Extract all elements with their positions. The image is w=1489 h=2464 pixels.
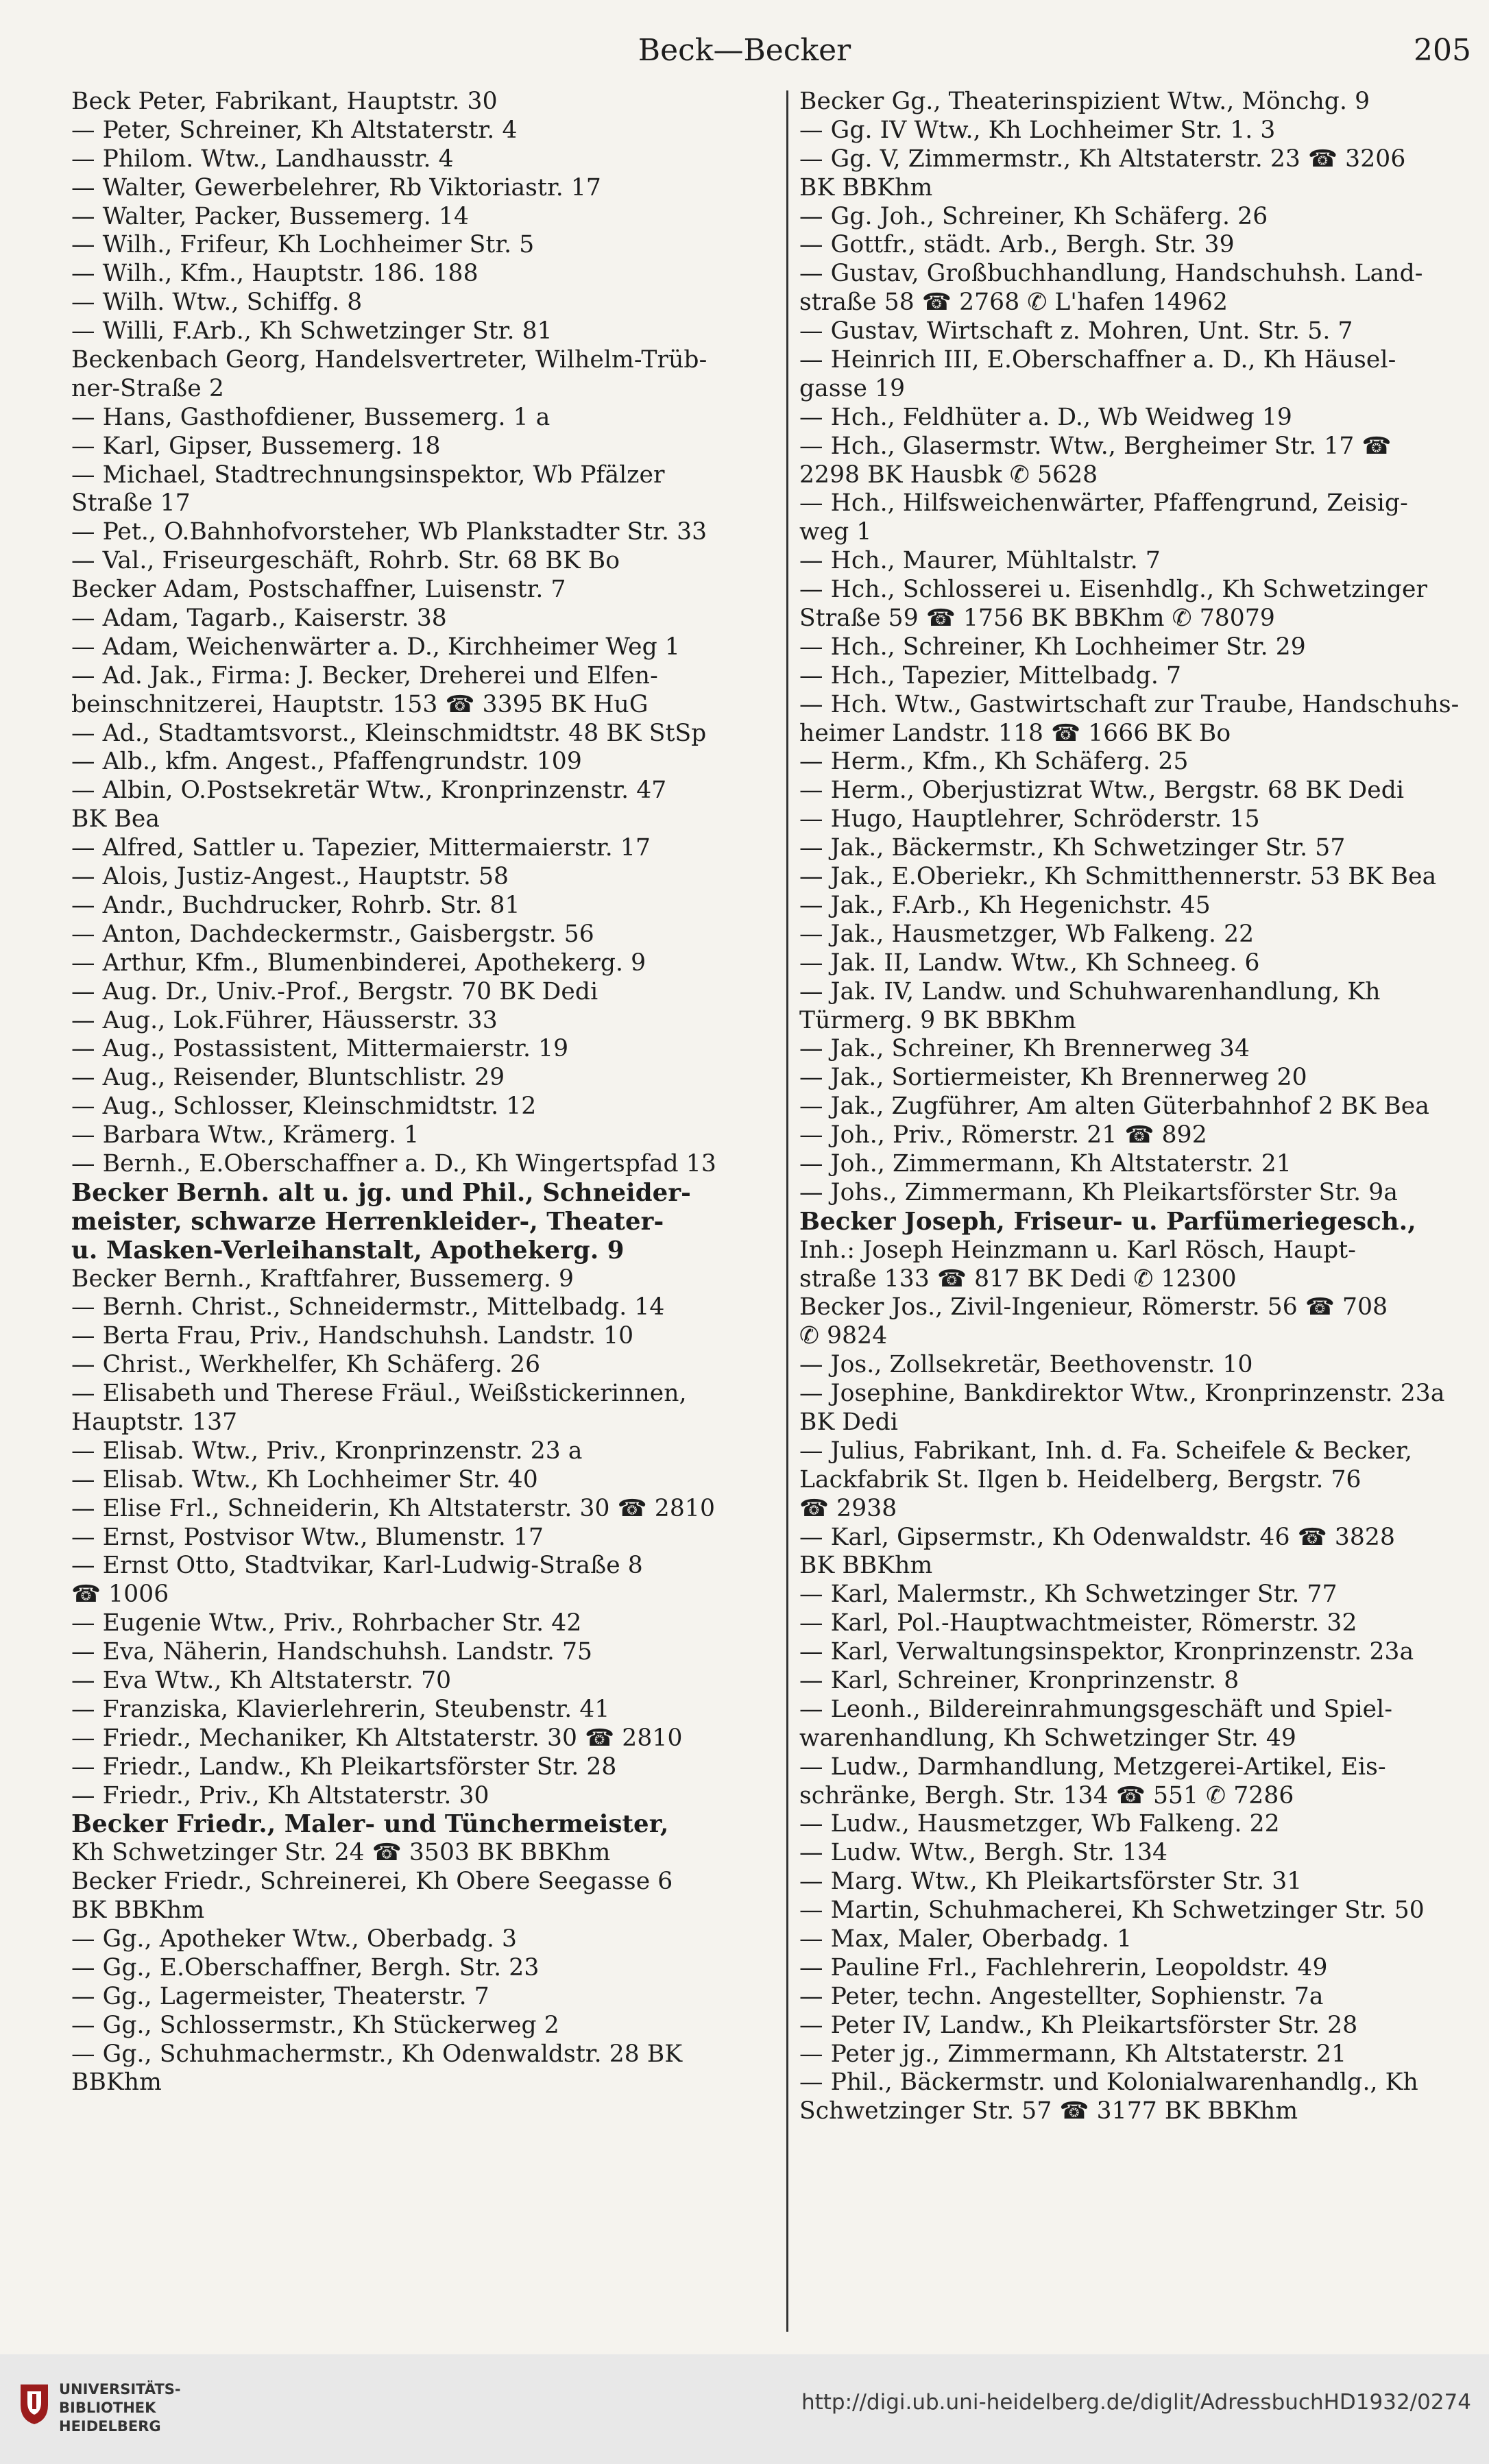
directory-entry-line: — Friedr., Priv., Kh Altstaterstr. 30 [71, 1781, 489, 1809]
directory-entry-line: — Wilh., Kfm., Hauptstr. 186. 188 [71, 260, 479, 288]
directory-entry-line: — Johs., Zimmermann, Kh Pleikartsförster Str. 9a [799, 1178, 1399, 1206]
directory-entry-line: weg 1 [799, 518, 872, 546]
directory-entry-line: BK BBKhm [799, 1552, 933, 1580]
directory-entry-line: — Karl, Verwaltungsinspektor, Kronprinzenstr. 23a [799, 1638, 1414, 1666]
footer-bar [0, 2354, 1489, 2464]
directory-entry-line: — Hch., Schlosserei u. Eisenhdlg., Kh Schwetzinger [799, 576, 1428, 604]
directory-entry-line: — Anton, Dachdeckermstr., Gaisbergstr. 56 [71, 920, 594, 948]
directory-entry-line: — Elisab. Wtw., Priv., Kronprinzenstr. 23 a [71, 1437, 583, 1465]
directory-entry-line: — Hugo, Hauptlehrer, Schröderstr. 15 [799, 805, 1260, 833]
directory-entry-line: — Karl, Pol.-Hauptwachtmeister, Römerstr. 32 [799, 1609, 1357, 1637]
library-name-line: HEIDELBERG [59, 2418, 161, 2435]
directory-entry-line: — Pauline Frl., Fachlehrerin, Leopoldstr. 49 [799, 1953, 1328, 1981]
directory-entry-line: Straße 17 [71, 489, 191, 517]
directory-entry-line: Hauptstr. 137 [71, 1408, 238, 1436]
directory-entry-line: — Gg. V, Zimmermstr., Kh Altstaterstr. 23 ☎ 3206 [799, 145, 1406, 173]
directory-entry-line: — Michael, Stadtrechnungsinspektor, Wb Pfälzer [71, 461, 665, 489]
directory-entry-line: — Gustav, Großbuchhandlung, Handschuhsh. Land- [799, 260, 1423, 288]
directory-entry-line: — Friedr., Mechaniker, Kh Altstaterstr. 30 ☎ 2810 [71, 1724, 683, 1752]
directory-entry-line: — Hans, Gasthofdiener, Bussemerg. 1 a [71, 403, 550, 431]
directory-entry-line: — Jak., Hausmetzger, Wb Falkeng. 22 [799, 920, 1255, 948]
directory-entry-line: — Jak., Sortiermeister, Kh Brennerweg 20 [799, 1064, 1307, 1092]
directory-entry-line: Becker Gg., Theaterinspizient Wtw., Mönchg. 9 [799, 88, 1370, 115]
directory-entry-line: straße 58 ☎ 2768 ✆ L'hafen 14962 [799, 289, 1228, 317]
directory-entry-line: — Jak., Zugführer, Am alten Güterbahnhof 2 BK Bea [799, 1093, 1429, 1121]
directory-entry-line: — Philom. Wtw., Landhausstr. 4 [71, 145, 454, 173]
directory-entry-line: Inh.: Joseph Heinzmann u. Karl Rösch, Haupt- [799, 1236, 1357, 1264]
directory-entry-line: — Ludw., Darmhandlung, Metzgerei-Artikel, Eis- [799, 1753, 1386, 1781]
directory-entry-line: — Gg., E.Oberschaffner, Bergh. Str. 23 [71, 1953, 540, 1981]
directory-entry-line: — Berta Frau, Priv., Handschuhsh. Landstr. 10 [71, 1322, 634, 1350]
directory-entry-line: — Alfred, Sattler u. Tapezier, Mittermaierstr. 17 [71, 834, 651, 862]
directory-entry-line: — Peter IV, Landw., Kh Pleikartsförster Str. 28 [799, 2011, 1358, 2039]
directory-entry-line: meister, schwarze Herrenkleider-, Theater- [71, 1207, 664, 1236]
library-name-line: BIBLIOTHEK [59, 2400, 156, 2416]
directory-entry-line: — Marg. Wtw., Kh Pleikartsförster Str. 31 [799, 1868, 1303, 1896]
directory-entry-line: BBKhm [71, 2069, 162, 2097]
directory-entry-line: — Karl, Malermstr., Kh Schwetzinger Str. 77 [799, 1581, 1337, 1609]
directory-entry-line: — Julius, Fabrikant, Inh. d. Fa. Scheifele & Becker, [799, 1437, 1413, 1465]
directory-entry-line: — Karl, Gipser, Bussemerg. 18 [71, 432, 441, 460]
page-running-title: Beck—Becker [638, 33, 851, 68]
directory-entry-line: — Elisabeth und Therese Fräul., Weißstickerinnen, [71, 1380, 687, 1408]
source-url[interactable]: http://digi.ub.uni-heidelberg.de/diglit/AdressbuchHD1932/0274 [801, 2390, 1471, 2415]
directory-entry-line: — Phil., Bäckermstr. und Kolonialwarenhandlg., Kh [799, 2069, 1418, 2097]
directory-entry-line: — Jak., Schreiner, Kh Brennerweg 34 [799, 1035, 1250, 1063]
library-name-line: UNIVERSITÄTS- [59, 2381, 181, 2398]
directory-entry-line: — Jak. II, Landw. Wtw., Kh Schneeg. 6 [799, 949, 1260, 977]
directory-entry-line: schränke, Bergh. Str. 134 ☎ 551 ✆ 7286 [799, 1781, 1294, 1809]
directory-entry-line: ner-Straße 2 [71, 374, 224, 402]
directory-entry-line: — Aug., Postassistent, Mittermaierstr. 19 [71, 1035, 569, 1063]
directory-entry-line: u. Masken-Verleihanstalt, Apothekerg. 9 [71, 1236, 625, 1265]
directory-entry-line: — Ernst Otto, Stadtvikar, Karl-Ludwig-Straße 8 [71, 1552, 643, 1580]
directory-entry-line: — Herm., Kfm., Kh Schäferg. 25 [799, 748, 1189, 776]
directory-entry-line: — Joh., Priv., Römerstr. 21 ☎ 892 [799, 1121, 1207, 1149]
directory-entry-line: — Gg., Schlossermstr., Kh Stückerweg 2 [71, 2011, 559, 2039]
directory-entry-line: — Max, Maler, Oberbadg. 1 [799, 1925, 1133, 1953]
directory-entry-line: 2298 BK Hausbk ✆ 5628 [799, 461, 1098, 489]
directory-entry-line: Becker Adam, Postschaffner, Luisenstr. 7 [71, 576, 566, 604]
directory-entry-line: — Hch., Schreiner, Kh Lochheimer Str. 29 [799, 633, 1306, 661]
directory-entry-line: Straße 59 ☎ 1756 BK BBKhm ✆ 78079 [799, 605, 1275, 633]
directory-entry-line: — Wilh. Wtw., Schiffg. 8 [71, 289, 363, 317]
directory-entry-line: — Ernst, Postvisor Wtw., Blumenstr. 17 [71, 1523, 544, 1551]
directory-entry-line: Kh Schwetzinger Str. 24 ☎ 3503 BK BBKhm [71, 1839, 611, 1867]
directory-entry-line: — Josephine, Bankdirektor Wtw., Kronprinzenstr. 23a [799, 1380, 1445, 1408]
directory-entry-line: BK BBKhm [71, 1896, 205, 1925]
directory-entry-line: — Ad., Stadtamtsvorst., Kleinschmidtstr. 48 BK StSp [71, 719, 707, 747]
directory-entry-line: Schwetzinger Str. 57 ☎ 3177 BK BBKhm [799, 2097, 1298, 2125]
directory-entry-line: — Bernh. Christ., Schneidermstr., Mittelbadg. 14 [71, 1293, 665, 1321]
directory-entry-line: — Gg. IV Wtw., Kh Lochheimer Str. 1. 3 [799, 116, 1276, 144]
directory-entry-line: — Aug., Lok.Führer, Häusserstr. 33 [71, 1006, 498, 1034]
directory-entry-line: — Gg., Schuhmachermstr., Kh Odenwaldstr. 28 BK [71, 2040, 683, 2068]
directory-entry-line: — Hch., Glasermstr. Wtw., Bergheimer Str. 17 ☎ [799, 432, 1392, 460]
right-column [799, 88, 1485, 2315]
directory-entry-line: Becker Bernh., Kraftfahrer, Bussemerg. 9 [71, 1265, 574, 1293]
directory-entry-line: BK BBKhm [799, 173, 933, 202]
directory-entry-line: — Martin, Schuhmacherei, Kh Schwetzinger Str. 50 [799, 1896, 1425, 1925]
directory-entry-line: — Herm., Oberjustizrat Wtw., Bergstr. 68 BK Dedi [799, 777, 1405, 805]
directory-entry-line: BK Dedi [799, 1408, 898, 1436]
directory-entry-line: — Barbara Wtw., Krämerg. 1 [71, 1121, 420, 1149]
directory-entry-line: — Hch. Wtw., Gastwirtschaft zur Traube, Handschuhs- [799, 690, 1460, 718]
directory-entry-line: — Arthur, Kfm., Blumenbinderei, Apothekerg. 9 [71, 949, 646, 977]
directory-entry-line: — Bernh., E.Oberschaffner a. D., Kh Wingertspfad 13 [71, 1149, 716, 1178]
directory-entry-line: — Eugenie Wtw., Priv., Rohrbacher Str. 42 [71, 1609, 582, 1637]
directory-entry-line: — Gg., Apotheker Wtw., Oberbadg. 3 [71, 1925, 518, 1953]
directory-entry-line: ☎ 1006 [71, 1581, 169, 1609]
directory-entry-line: — Jak., E.Oberiekr., Kh Schmitthennerstr. 53 BK Bea [799, 863, 1437, 891]
directory-entry-line: Türmerg. 9 BK BBKhm [799, 1006, 1076, 1034]
directory-entry-line: — Hch., Hilfsweichenwärter, Pfaffengrund, Zeisig- [799, 489, 1408, 517]
directory-entry-line: heimer Landstr. 118 ☎ 1666 BK Bo [799, 719, 1231, 747]
directory-entry-line: — Gottfr., städt. Arb., Bergh. Str. 39 [799, 231, 1235, 259]
directory-entry-line: — Jak., F.Arb., Kh Hegenichstr. 45 [799, 891, 1211, 919]
directory-entry-line: — Gustav, Wirtschaft z. Mohren, Unt. Str. 5. 7 [799, 317, 1353, 345]
directory-entry-line: — Ludw., Hausmetzger, Wb Falkeng. 22 [799, 1810, 1280, 1838]
column-divider [786, 90, 788, 2332]
page-number: 205 [1414, 33, 1471, 68]
directory-entry-line: — Val., Friseurgeschäft, Rohrb. Str. 68 BK Bo [71, 547, 620, 575]
directory-entry-line: — Karl, Schreiner, Kronprinzenstr. 8 [799, 1666, 1239, 1694]
directory-entry-line: — Christ., Werkhelfer, Kh Schäferg. 26 [71, 1351, 541, 1379]
directory-entry-line: — Wilh., Frifeur, Kh Lochheimer Str. 5 [71, 231, 535, 259]
directory-entry-line: — Aug., Reisender, Bluntschlistr. 29 [71, 1064, 505, 1092]
directory-entry-line: — Jak., Bäckermstr., Kh Schwetzinger Str. 57 [799, 834, 1346, 862]
directory-entry-line: — Franziska, Klavierlehrerin, Steubenstr. 41 [71, 1695, 610, 1723]
directory-entry-line: — Jos., Zollsekretär, Beethovenstr. 10 [799, 1351, 1253, 1379]
directory-entry-line: Becker Friedr., Maler- und Tünchermeister, [71, 1810, 669, 1839]
directory-entry-line: — Peter jg., Zimmermann, Kh Altstaterstr. 21 [799, 2040, 1347, 2068]
directory-entry-line: Becker Joseph, Friseur- u. Parfümeriegesch., [799, 1207, 1416, 1236]
directory-entry-line: — Aug. Dr., Univ.-Prof., Bergstr. 70 BK Dedi [71, 977, 598, 1005]
directory-entry-line: — Elisab. Wtw., Kh Lochheimer Str. 40 [71, 1465, 538, 1493]
directory-entry-line: Becker Bernh. alt u. jg. und Phil., Schneider- [71, 1178, 691, 1207]
university-library-logo-icon [18, 2382, 51, 2427]
directory-entry-line: — Walter, Packer, Bussemerg. 14 [71, 202, 469, 230]
directory-entry-line: — Eva, Näherin, Handschuhsh. Landstr. 75 [71, 1638, 593, 1666]
directory-entry-line: — Adam, Tagarb., Kaiserstr. 38 [71, 605, 447, 633]
directory-entry-line: — Hch., Maurer, Mühltalstr. 7 [799, 547, 1161, 575]
directory-entry-line: — Jak. IV, Landw. und Schuhwarenhandlung, Kh [799, 977, 1381, 1005]
directory-entry-line: — Joh., Zimmermann, Kh Altstaterstr. 21 [799, 1149, 1292, 1178]
directory-entry-line: — Adam, Weichenwärter a. D., Kirchheimer Weg 1 [71, 633, 680, 661]
directory-entry-line: — Heinrich III, E.Oberschaffner a. D., Kh Häusel- [799, 346, 1396, 374]
directory-entry-line: — Karl, Gipsermstr., Kh Odenwaldstr. 46 ☎ 3828 [799, 1523, 1396, 1551]
directory-entry-line: beinschnitzerei, Hauptstr. 153 ☎ 3395 BK HuG [71, 690, 649, 718]
directory-entry-line: — Albin, O.Postsekretär Wtw., Kronprinzenstr. 47 [71, 777, 667, 805]
directory-entry-line: — Gg., Lagermeister, Theaterstr. 7 [71, 1982, 489, 2010]
directory-entry-line: — Eva Wtw., Kh Altstaterstr. 70 [71, 1666, 452, 1694]
directory-entry-line: — Hch., Tapezier, Mittelbadg. 7 [799, 661, 1182, 690]
directory-entry-line: — Andr., Buchdrucker, Rohrb. Str. 81 [71, 891, 520, 919]
library-name [59, 2380, 306, 2436]
directory-entry-line: straße 133 ☎ 817 BK Dedi ✆ 12300 [799, 1265, 1237, 1293]
directory-entry-line: — Alb., kfm. Angest., Pfaffengrundstr. 109 [71, 748, 582, 776]
directory-entry-line: gasse 19 [799, 374, 906, 402]
directory-entry-line: Becker Jos., Zivil-Ingenieur, Römerstr. 56 ☎ 708 [799, 1293, 1388, 1321]
directory-entry-line: Beck Peter, Fabrikant, Hauptstr. 30 [71, 88, 498, 115]
directory-entry-line: BK Bea [71, 805, 160, 833]
directory-entry-line: — Elise Frl., Schneiderin, Kh Altstaterstr. 30 ☎ 2810 [71, 1494, 715, 1522]
directory-entry-line: — Peter, Schreiner, Kh Altstaterstr. 4 [71, 116, 518, 144]
directory-entry-line: — Ad. Jak., Firma: J. Becker, Dreherei und Elfen- [71, 661, 658, 690]
directory-entry-line: — Gg. Joh., Schreiner, Kh Schäferg. 26 [799, 202, 1268, 230]
directory-entry-line: — Ludw. Wtw., Bergh. Str. 134 [799, 1839, 1168, 1867]
directory-entry-line: — Walter, Gewerbelehrer, Rb Viktoriastr. 17 [71, 173, 601, 202]
directory-entry-line: — Willi, F.Arb., Kh Schwetzinger Str. 81 [71, 317, 553, 345]
directory-entry-line: — Leonh., Bildereinrahmungsgeschäft und Spiel- [799, 1695, 1393, 1723]
directory-entry-line: — Hch., Feldhüter a. D., Wb Weidweg 19 [799, 403, 1292, 431]
directory-entry-line: — Friedr., Landw., Kh Pleikartsförster Str. 28 [71, 1753, 617, 1781]
directory-entry-line: warenhandlung, Kh Schwetzinger Str. 49 [799, 1724, 1296, 1752]
directory-entry-line: — Pet., O.Bahnhofvorsteher, Wb Plankstadter Str. 33 [71, 518, 707, 546]
directory-entry-line: Lackfabrik St. Ilgen b. Heidelberg, Bergstr. 76 [799, 1465, 1361, 1493]
directory-entry-line: Becker Friedr., Schreinerei, Kh Obere Seegasse 6 [71, 1868, 673, 1896]
directory-entry-line: — Aug., Schlosser, Kleinschmidtstr. 12 [71, 1093, 537, 1121]
directory-entry-line: — Peter, techn. Angestellter, Sophienstr. 7a [799, 1982, 1324, 2010]
directory-entry-line: ✆ 9824 [799, 1322, 888, 1350]
directory-entry-line: Beckenbach Georg, Handelsvertreter, Wilhelm-Trüb- [71, 346, 707, 374]
directory-entry-line: — Alois, Justiz-Angest., Hauptstr. 58 [71, 863, 509, 891]
directory-entry-line: ☎ 2938 [799, 1494, 897, 1522]
left-column [71, 88, 779, 2315]
